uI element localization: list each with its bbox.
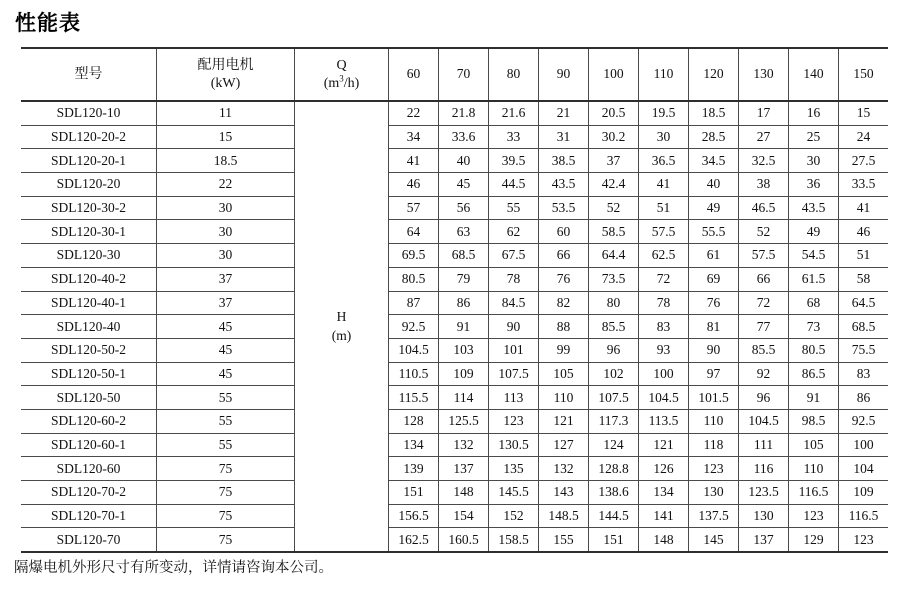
h-value-cell: 55 [489,196,539,220]
h-value-cell: 76 [539,267,589,291]
motor-kw-cell: 15 [157,125,295,149]
h-value-cell: 78 [489,267,539,291]
h-value-cell: 130.5 [489,433,539,457]
h-value-cell: 67.5 [489,244,539,268]
h-value-cell: 30 [639,125,689,149]
model-cell: SDL120-60-1 [21,433,157,457]
table-row [21,101,888,125]
h-value-cell: 42.4 [589,173,639,197]
h-value-cell: 143 [539,481,589,505]
h-value-cell: 58 [839,267,889,291]
h-value-cell: 83 [639,315,689,339]
h-value-cell: 75.5 [839,338,889,362]
header-row [21,48,888,101]
h-value-cell: 21 [539,101,589,125]
h-value-cell: 128.8 [589,457,639,481]
h-value-cell: 80.5 [789,338,839,362]
h-value-cell: 41 [639,173,689,197]
h-value-cell: 73 [789,315,839,339]
h-value-cell: 62 [489,220,539,244]
h-value-cell: 77 [739,315,789,339]
h-value-cell: 54.5 [789,244,839,268]
header-flow-140: 140 [789,48,839,101]
h-value-cell: 127 [539,433,589,457]
h-value-cell: 72 [739,291,789,315]
h-value-cell: 38.5 [539,149,589,173]
h-value-cell: 21.6 [489,101,539,125]
h-value-cell: 81 [689,315,739,339]
h-value-cell: 137 [739,528,789,552]
h-value-cell: 16 [789,101,839,125]
h-value-cell: 123 [839,528,889,552]
h-value-cell: 96 [739,386,789,410]
table-row [21,528,888,552]
h-value-cell: 57 [389,196,439,220]
model-cell: SDL120-50-1 [21,362,157,386]
performance-table [21,47,888,553]
h-value-cell: 76 [689,291,739,315]
h-value-cell: 79 [439,267,489,291]
h-value-cell: 123 [489,409,539,433]
h-value-cell: 92.5 [839,409,889,433]
h-value-cell: 30 [789,149,839,173]
table-row [21,196,888,220]
h-value-cell: 116.5 [839,504,889,528]
motor-kw-cell: 18.5 [157,149,295,173]
model-cell: SDL120-50 [21,386,157,410]
q-unit-prefix: (m [323,75,340,91]
motor-kw-cell: 22 [157,173,295,197]
model-cell: SDL120-70-1 [21,504,157,528]
h-value-cell: 134 [389,433,439,457]
header-flow-q [295,48,389,101]
h-value-cell: 57.5 [639,220,689,244]
h-value-cell: 61.5 [789,267,839,291]
h-value-cell: 53.5 [539,196,589,220]
h-value-cell: 68.5 [839,315,889,339]
table-row [21,125,888,149]
h-value-cell: 111 [739,433,789,457]
h-value-cell: 45 [439,173,489,197]
h-value-cell: 32.5 [739,149,789,173]
h-value-cell: 36 [789,173,839,197]
h-value-cell: 116.5 [789,481,839,505]
h-value-cell: 158.5 [489,528,539,552]
h-value-cell: 107.5 [589,386,639,410]
h-value-cell: 43.5 [789,196,839,220]
h-value-cell: 132 [539,457,589,481]
h-value-cell: 64 [389,220,439,244]
header-motor-kw-line2: (kW) [210,75,241,91]
h-value-cell: 51 [839,244,889,268]
h-value-cell: 151 [589,528,639,552]
model-cell: SDL120-40 [21,315,157,339]
h-value-cell: 125.5 [439,409,489,433]
h-value-cell: 105 [539,362,589,386]
table-row [21,149,888,173]
motor-kw-cell: 37 [157,291,295,315]
h-value-cell: 43.5 [539,173,589,197]
h-value-cell: 49 [789,220,839,244]
h-value-cell: 33 [489,125,539,149]
header-q-symbol: Q [336,58,347,73]
header-q-unit [295,72,388,93]
footnote: 隔爆电机外形尺寸有所变动，详情请咨询本公司。 [14,560,333,576]
motor-kw-cell: 75 [157,504,295,528]
h-value-cell: 98.5 [789,409,839,433]
h-value-cell: 49 [689,196,739,220]
model-cell: SDL120-30-1 [21,220,157,244]
h-value-cell: 85.5 [739,338,789,362]
h-value-cell: 110.5 [389,362,439,386]
model-cell: SDL120-50-2 [21,338,157,362]
h-value-cell: 105 [789,433,839,457]
h-value-cell: 37 [589,149,639,173]
h-value-cell: 82 [539,291,589,315]
h-value-cell: 69 [689,267,739,291]
motor-kw-cell: 30 [157,220,295,244]
h-value-cell: 144.5 [589,504,639,528]
h-value-cell: 115.5 [389,386,439,410]
h-value-cell: 86 [839,386,889,410]
model-cell: SDL120-60-2 [21,409,157,433]
h-value-cell: 83 [839,362,889,386]
h-value-cell: 30.2 [589,125,639,149]
header-motor-kw [157,48,295,101]
h-value-cell: 137.5 [689,504,739,528]
h-value-cell: 64.5 [839,291,889,315]
table-row [21,173,888,197]
h-value-cell: 104.5 [389,338,439,362]
h-value-cell: 41 [839,196,889,220]
h-value-cell: 132 [439,433,489,457]
motor-kw-cell: 75 [157,528,295,552]
h-value-cell: 104.5 [639,386,689,410]
motor-kw-cell: 45 [157,338,295,362]
h-value-cell: 162.5 [389,528,439,552]
h-unit: (m) [331,327,352,343]
h-value-cell: 52 [589,196,639,220]
header-flow-90: 90 [539,48,589,101]
h-value-cell: 97 [689,362,739,386]
h-value-cell: 152 [489,504,539,528]
header-flow-120: 120 [689,48,739,101]
motor-kw-cell: 11 [157,101,295,125]
h-value-cell: 151 [389,481,439,505]
table-row [21,315,888,339]
h-value-cell: 93 [639,338,689,362]
h-value-cell: 72 [639,267,689,291]
h-value-cell: 88 [539,315,589,339]
h-value-cell: 60 [539,220,589,244]
h-value-cell: 68.5 [439,244,489,268]
h-value-cell: 33.5 [839,173,889,197]
h-value-cell: 155 [539,528,589,552]
table-row [21,386,888,410]
h-value-cell: 104 [839,457,889,481]
h-value-cell: 121 [639,433,689,457]
h-value-cell: 135 [489,457,539,481]
motor-kw-cell: 37 [157,267,295,291]
h-value-cell: 101 [489,338,539,362]
h-value-cell: 55.5 [689,220,739,244]
h-value-cell: 129 [789,528,839,552]
h-value-cell: 85.5 [589,315,639,339]
h-value-cell: 61 [689,244,739,268]
header-flow-110: 110 [639,48,689,101]
h-value-cell: 102 [589,362,639,386]
header-flow-70: 70 [439,48,489,101]
table-row [21,362,888,386]
table-row [21,220,888,244]
motor-kw-cell: 45 [157,362,295,386]
h-value-cell: 91 [439,315,489,339]
h-value-cell: 109 [839,481,889,505]
h-value-cell: 36.5 [639,149,689,173]
h-value-cell: 24 [839,125,889,149]
h-value-cell: 134 [639,481,689,505]
model-cell: SDL120-30-2 [21,196,157,220]
h-value-cell: 46 [389,173,439,197]
h-value-cell: 31 [539,125,589,149]
model-cell: SDL120-70-2 [21,481,157,505]
motor-kw-cell: 75 [157,457,295,481]
h-value-cell: 123 [689,457,739,481]
h-value-cell: 80.5 [389,267,439,291]
h-value-cell: 138.6 [589,481,639,505]
h-value-cell: 141 [639,504,689,528]
motor-kw-cell: 30 [157,196,295,220]
h-value-cell: 123.5 [739,481,789,505]
h-value-cell: 66 [539,244,589,268]
h-value-cell: 27 [739,125,789,149]
h-value-cell: 110 [689,409,739,433]
h-value-cell: 104.5 [739,409,789,433]
model-cell: SDL120-70 [21,528,157,552]
h-value-cell: 58.5 [589,220,639,244]
h-value-cell: 62.5 [639,244,689,268]
h-value-cell: 73.5 [589,267,639,291]
h-value-cell: 117.3 [589,409,639,433]
header-flow-100: 100 [589,48,639,101]
page-title: 性能表 [15,12,81,35]
head-h-m-cell [295,101,389,552]
h-value-cell: 148 [439,481,489,505]
h-value-cell: 118 [689,433,739,457]
q-unit-suffix: /h) [343,75,360,91]
h-value-cell: 130 [739,504,789,528]
h-symbol: H [336,309,347,325]
h-value-cell: 145 [689,528,739,552]
model-cell: SDL120-20-2 [21,125,157,149]
h-value-cell: 154 [439,504,489,528]
table-row [21,481,888,505]
h-value-cell: 114 [439,386,489,410]
h-value-cell: 18.5 [689,101,739,125]
h-value-cell: 27.5 [839,149,889,173]
motor-kw-cell: 45 [157,315,295,339]
h-value-cell: 90 [489,315,539,339]
h-value-cell: 68 [789,291,839,315]
h-value-cell: 92.5 [389,315,439,339]
h-value-cell: 15 [839,101,889,125]
h-value-cell: 86 [439,291,489,315]
h-value-cell: 34 [389,125,439,149]
h-value-cell: 33.6 [439,125,489,149]
motor-kw-cell: 55 [157,386,295,410]
h-value-cell: 69.5 [389,244,439,268]
header-flow-60: 60 [389,48,439,101]
table-row [21,244,888,268]
h-value-cell: 17 [739,101,789,125]
header-flow-80: 80 [489,48,539,101]
h-value-cell: 92 [739,362,789,386]
model-cell: SDL120-20 [21,173,157,197]
h-value-cell: 139 [389,457,439,481]
h-value-cell: 63 [439,220,489,244]
header-flow-130: 130 [739,48,789,101]
motor-kw-cell: 55 [157,433,295,457]
h-value-cell: 121 [539,409,589,433]
h-value-cell: 80 [589,291,639,315]
h-value-cell: 99 [539,338,589,362]
h-value-cell: 113 [489,386,539,410]
h-value-cell: 91 [789,386,839,410]
h-value-cell: 107.5 [489,362,539,386]
h-value-cell: 78 [639,291,689,315]
h-value-cell: 21.8 [439,101,489,125]
h-value-cell: 57.5 [739,244,789,268]
table-row [21,433,888,457]
h-value-cell: 110 [539,386,589,410]
table-row [21,457,888,481]
h-value-cell: 100 [639,362,689,386]
h-value-cell: 148 [639,528,689,552]
h-value-cell: 46.5 [739,196,789,220]
header-flow-150: 150 [839,48,889,101]
h-value-cell: 126 [639,457,689,481]
h-value-cell: 130 [689,481,739,505]
h-value-cell: 44.5 [489,173,539,197]
h-value-cell: 148.5 [539,504,589,528]
h-value-cell: 137 [439,457,489,481]
h-value-cell: 113.5 [639,409,689,433]
h-value-cell: 96 [589,338,639,362]
h-value-cell: 100 [839,433,889,457]
header-model: 型号 [21,48,157,101]
h-value-cell: 40 [689,173,739,197]
h-value-cell: 116 [739,457,789,481]
h-value-cell: 56 [439,196,489,220]
h-value-cell: 123 [789,504,839,528]
h-value-cell: 66 [739,267,789,291]
model-cell: SDL120-60 [21,457,157,481]
h-value-cell: 86.5 [789,362,839,386]
h-value-cell: 110 [789,457,839,481]
h-value-cell: 128 [389,409,439,433]
h-value-cell: 145.5 [489,481,539,505]
table-row [21,409,888,433]
h-value-cell: 87 [389,291,439,315]
motor-kw-cell: 75 [157,481,295,505]
h-value-cell: 156.5 [389,504,439,528]
model-cell: SDL120-30 [21,244,157,268]
table-row [21,267,888,291]
h-value-cell: 124 [589,433,639,457]
h-value-cell: 46 [839,220,889,244]
motor-kw-cell: 30 [157,244,295,268]
h-value-cell: 40 [439,149,489,173]
h-value-cell: 38 [739,173,789,197]
h-value-cell: 52 [739,220,789,244]
h-value-cell: 51 [639,196,689,220]
model-cell: SDL120-40-1 [21,291,157,315]
header-motor-kw-line1: 配用电机 [197,58,254,73]
h-value-cell: 160.5 [439,528,489,552]
h-value-cell: 34.5 [689,149,739,173]
motor-kw-cell: 55 [157,409,295,433]
h-value-cell: 103 [439,338,489,362]
h-value-cell: 20.5 [589,101,639,125]
h-value-cell: 84.5 [489,291,539,315]
table-row [21,291,888,315]
table-row [21,338,888,362]
h-value-cell: 64.4 [589,244,639,268]
h-value-cell: 109 [439,362,489,386]
q-unit-sup: 3 [339,72,344,83]
h-value-cell: 90 [689,338,739,362]
h-value-cell: 41 [389,149,439,173]
h-value-cell: 25 [789,125,839,149]
model-cell: SDL120-40-2 [21,267,157,291]
h-value-cell: 22 [389,101,439,125]
h-value-cell: 39.5 [489,149,539,173]
model-cell: SDL120-10 [21,101,157,125]
h-value-cell: 19.5 [639,101,689,125]
h-value-cell: 101.5 [689,386,739,410]
table-row [21,504,888,528]
model-cell: SDL120-20-1 [21,149,157,173]
h-value-cell: 28.5 [689,125,739,149]
